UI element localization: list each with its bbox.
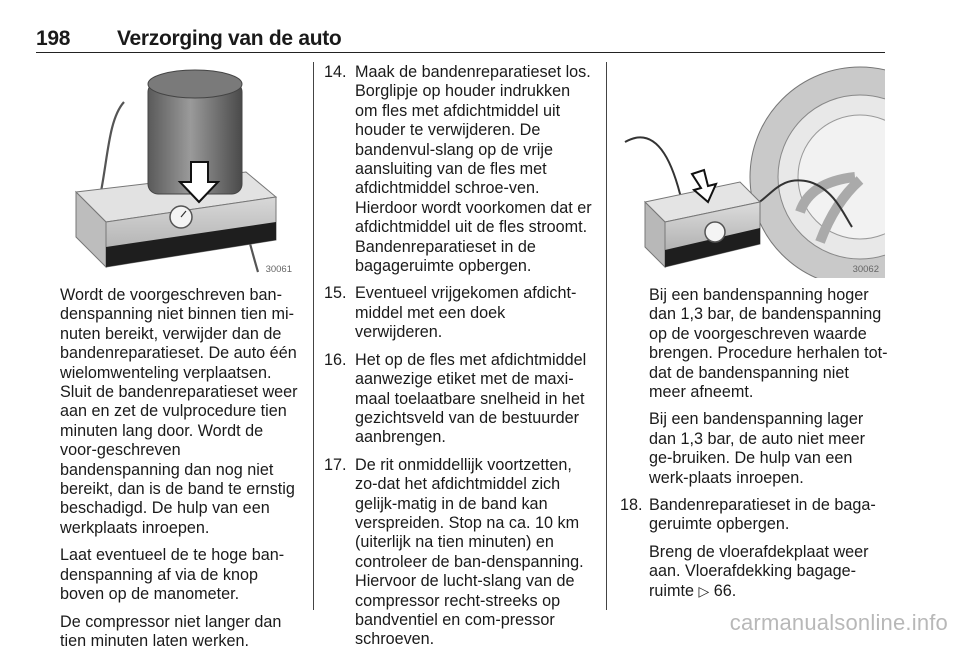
item-number: 18. — [620, 496, 643, 515]
page-number: 198 — [36, 27, 71, 50]
column-left — [60, 286, 304, 659]
paragraph: Bij een bandenspanning lager dan 1,3 bar, de auto niet meer ge-bruiken. De hulp van een werk-plaats inroepen. — [649, 410, 865, 487]
item-text: Bandenreparatieset in de baga-geruimte opbergen. — [649, 496, 876, 534]
paragraph — [620, 543, 888, 601]
list-item — [324, 351, 596, 448]
item-text: Het op de fles met afdichtmiddel aanwezige etiket met de maxi-maal toelaatbare snelheid in het gezichtsveld van de bestuurder aanbrengen. — [355, 350, 587, 447]
figure-code: 30061 — [265, 264, 292, 275]
figure-compressor-wheel — [620, 62, 885, 278]
item-text: Maak de bandenreparatieset los. Borglipje op houder indrukken om fles met afdichtmiddel uit houder te verwijderen. De bandenvul-slang op de vrije aansluiting van de fles met afdichtmiddel schroe-ven. Hierdoor wordt voorkomen dat er afdichtmiddel uit de fles stroomt. Bandenreparatieset in de bagageruimte opbergen. — [355, 63, 592, 276]
page-header — [36, 24, 885, 53]
paragraph: Laat eventueel de te hoge ban-denspanning af via de knop boven op de manometer. — [60, 546, 285, 604]
column-right — [620, 286, 888, 609]
item-number: 16. — [324, 350, 347, 369]
watermark: carmanualsonline.info — [729, 610, 948, 635]
page-reference-icon: ▷ — [698, 582, 710, 599]
item-number: 17. — [324, 455, 347, 474]
item-text: De rit onmiddellijk voortzetten, zo-dat het afdichtmiddel zich gelijk-matig in de band kan verspreiden. Stop na ca. 10 km (uiterlijk na tien minuten) en controleer de ban-denspanning. Hiervoor de lucht-slang van de compressor recht-streeks op bandventiel en com-pressor schroeven. — [355, 455, 584, 649]
item-text: Eventueel vrijgekomen afdicht-middel met een doek verwijderen. — [355, 284, 577, 342]
paragraph: De compressor niet langer dan tien minuten laten werken. — [60, 612, 282, 650]
item-number: 15. — [324, 284, 347, 303]
list-item — [324, 284, 596, 342]
column-middle — [324, 63, 596, 658]
step-list — [324, 63, 596, 650]
figure-compressor-bottle — [36, 62, 298, 278]
page-title: Verzorging van de auto — [117, 27, 342, 50]
paragraph: Wordt de voorgeschreven ban-denspanning niet binnen tien mi-nuten bereikt, verwijder dan de bandenreparatieset. De auto één wielomwenteling verplaatsen. Sluit de bandenreparatieset weer aan en zet de vulprocedure tien minuten lang door. Wordt de voor-geschreven bandenspanning dan nog niet bereikt, dan is de band te ernstig beschadigd. De hulp van een werkplaats inroepen. — [60, 286, 298, 537]
column-divider — [313, 62, 314, 610]
paragraph: Bij een bandenspanning hoger dan 1,3 bar, de bandenspanning op de voorgeschreven waarde brengen. Procedure herhalen tot-dat de bandenspanning niet meer afneemt. — [649, 286, 888, 402]
list-item — [324, 63, 596, 276]
paragraph-text: Breng de vloerafdekplaat weer aan. Vloerafdekking bagage-ruimte — [649, 542, 869, 600]
item-number: 14. — [324, 63, 347, 81]
list-item — [324, 456, 596, 650]
column-divider — [606, 62, 607, 610]
figure-code: 30062 — [852, 264, 879, 275]
page-reference-link[interactable]: 66. — [713, 581, 737, 600]
step-list — [620, 496, 888, 535]
compressor-wheel-illustration — [620, 62, 885, 278]
compressor-bottle-illustration — [36, 62, 298, 278]
list-item — [620, 496, 888, 535]
